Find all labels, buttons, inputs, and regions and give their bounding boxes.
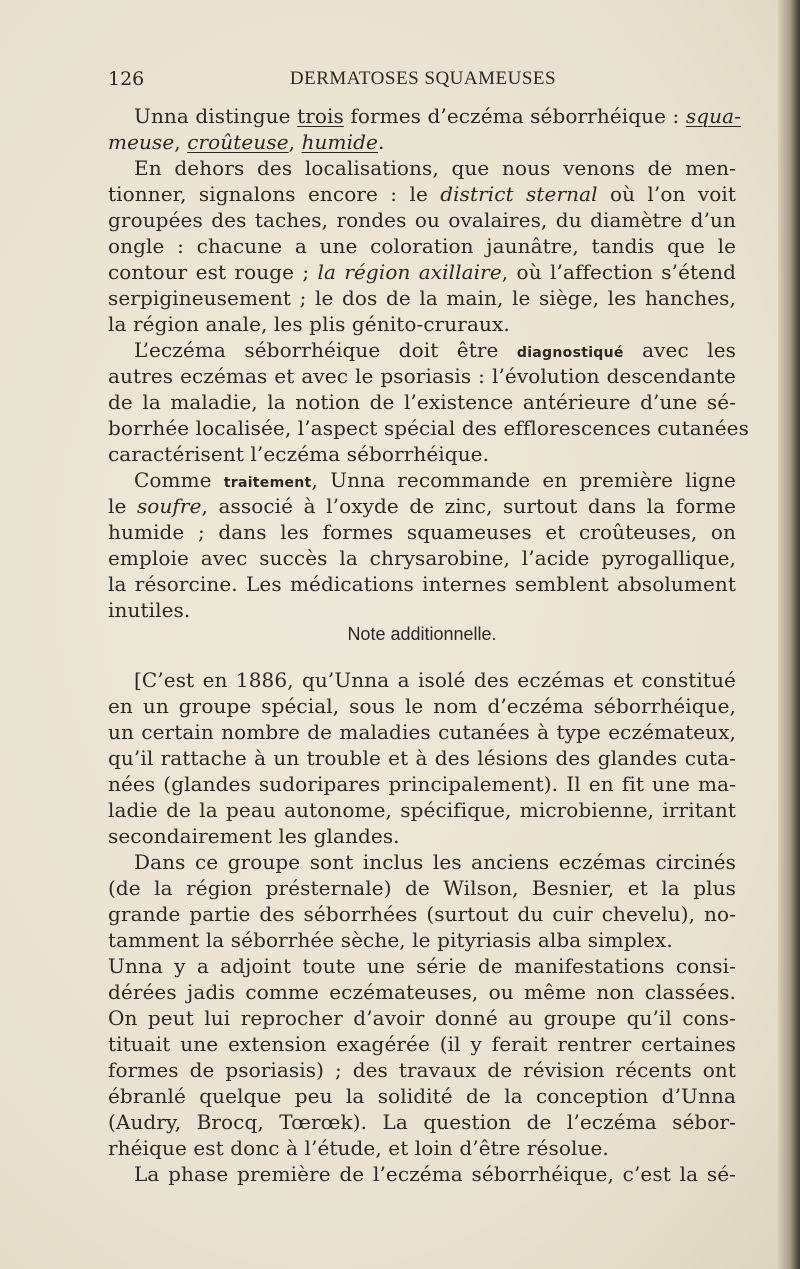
text-line: En dehors des localisations, que nous venons de men- <box>134 156 736 180</box>
text-line: L’eczéma séborrhéique doit être diagnostiqué avec les <box>134 338 736 362</box>
text-line: humide ; dans les formes squameuses et croûteuses, on <box>108 520 736 544</box>
text-line: de la maladie, la notion de l’existence antérieure d’une sé- <box>108 390 736 414</box>
text-line: La phase première de l’eczéma séborrhéique, c’est la sé- <box>134 1162 736 1186</box>
text-line: dérées jadis comme eczémateuses, ou même non classées. <box>108 980 736 1004</box>
text-line: Dans ce groupe sont inclus les anciens eczémas circinés <box>134 850 736 874</box>
page-header <box>108 68 738 98</box>
text-line: Comme traitement, Unna recommande en première ligne <box>134 468 736 492</box>
text-line: nées (glandes sudoripares principalement). Il en fit une ma- <box>108 772 736 796</box>
text-line: ladie de la peau autonome, spécifique, microbienne, irritant <box>108 798 736 822</box>
text-line: tionner, signalons encore : le district sternal où l’on voit <box>108 182 736 206</box>
section-caption: Note additionnelle. <box>347 624 497 644</box>
text-line: un certain nombre de maladies cutanées à type eczémateux, <box>108 720 736 744</box>
page-edge-shadow <box>778 0 800 1269</box>
text-line: tituait une extension exagérée (il y ferait rentrer certaines <box>108 1032 736 1056</box>
text-line: rhéique est donc à l’étude, et loin d’être résolue. <box>108 1136 609 1160</box>
text-line: secondairement les glandes. <box>108 824 400 848</box>
text-line: groupées des taches, rondes ou ovalaires, du diamètre d’un <box>108 208 736 232</box>
text-line: ébranlé quelque peu la solidité de la conception d’Unna <box>108 1084 736 1108</box>
text-line: en un groupe spécial, sous le nom d’eczéma séborrhéique, <box>108 694 736 718</box>
text-line: [C’est en 1886, qu’Unna a isolé des eczémas et constitué <box>134 668 736 692</box>
page-number: 126 <box>108 68 145 90</box>
text-line: contour est rouge ; la région axillaire, où l’affection s’étend <box>108 260 736 284</box>
text-line: (de la région présternale) de Wilson, Besnier, et la plus <box>108 876 736 900</box>
text-line: ongle : chacune a une coloration jaunâtre, tandis que le <box>108 234 736 258</box>
text-line: inutiles. <box>108 598 191 622</box>
text-line: On peut lui reprocher d’avoir donné au groupe qu’il cons- <box>108 1006 736 1030</box>
text-line: caractérisent l’eczéma séborrhéique. <box>108 442 490 466</box>
running-title: DERMATOSES SQUAMEUSES <box>289 68 557 89</box>
text-line: qu’il rattache à un trouble et à des lésions des glandes cuta- <box>108 746 736 770</box>
text-line: grande partie des séborrhées (surtout du cuir chevelu), no- <box>108 902 736 926</box>
text-line: emploie avec succès la chrysarobine, l’acide pyrogallique, <box>108 546 736 570</box>
text-line: le soufre, associé à l’oxyde de zinc, surtout dans la forme <box>108 494 736 518</box>
text-line: la région anale, les plis génito-cruraux. <box>108 312 510 336</box>
text-line: la résorcine. Les médications internes semblent absolument <box>108 572 736 596</box>
treatment-keyword: traitement <box>223 475 312 491</box>
text-line: borrhée localisée, l’aspect spécial des efflorescences cutanées <box>108 416 749 440</box>
text-line: serpigineusement ; le dos de la main, le siège, les hanches, <box>108 286 736 310</box>
text-line: Unna y a adjoint toute une série de manifestations consi- <box>108 954 736 978</box>
text-line: autres eczémas et avec le psoriasis : l’évolution descendante <box>108 364 736 388</box>
text-line: Unna distingue trois formes d’eczéma séborrhéique : squa- <box>134 104 741 128</box>
text-line: tamment la séborrhée sèche, le pityriasis alba simplex. <box>108 928 673 952</box>
text-line: formes de psoriasis) ; des travaux de révision récents ont <box>108 1058 736 1082</box>
text-line: (Audry, Brocq, Tœrœk). La question de l’eczéma sébor- <box>108 1110 736 1134</box>
text-line: meuse, croûteuse, humide. <box>108 130 385 154</box>
diagnostic-keyword: diagnostiqué <box>516 345 624 361</box>
